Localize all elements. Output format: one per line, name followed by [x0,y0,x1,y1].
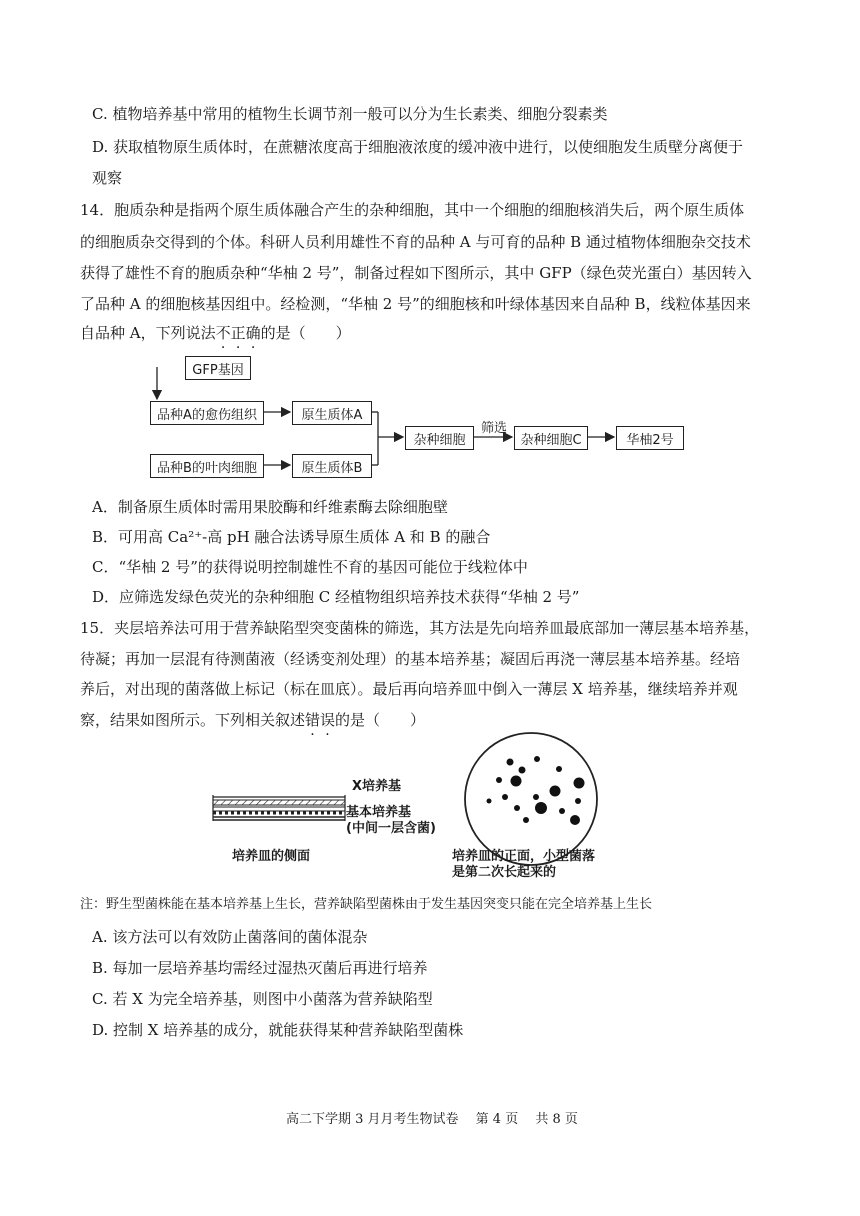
protoplast-a-box: 原生质体A [292,401,372,425]
q15-option-d: D. 控制 X 培养基的成分，就能获得某种营养缺陷型菌株 [92,1021,464,1039]
screen-label: 筛选 [481,421,508,436]
q13-option-d-line2: 观察 [92,169,123,187]
q15-stem-line2: 待凝；再加一层混有待测菌液（经诱变剂处理）的基本培养基；凝固后再浇一薄层基本培养基。经培 [80,650,741,668]
q14-option-b: B．可用高 Ca²⁺-高 pH 融合法诱导原生质体 A 和 B 的融合 [92,528,491,546]
emphasis-char: 误 [320,711,336,729]
q13-option-d-line1: D. 获取植物原生质体时，在蔗糖浓度高于细胞液浓度的缓冲液中进行，以使细胞发生质壁分离便于 [92,138,744,156]
front-view-caption-line1: 培养皿的正面，小型菌落 [452,849,596,864]
emphasis-char: 错 [305,711,321,729]
gfp-gene-box: GFP基因 [185,356,251,380]
petri-dish-side-view [213,795,345,821]
q15-stem-line3: 养后，对出现的菌落做上标记（标在皿底）。最后再向培养皿中倒入一薄层 X 培养基，继续培养并观 [80,680,738,698]
page-footer: 高二下学期 3 月月考生物试卷 第 4 页 共 8 页 [286,1112,578,1127]
side-view-caption: 培养皿的侧面 [232,849,311,864]
q14-stem-suffix: 的是（ ） [260,324,351,342]
emphasis-char: 不 [215,324,231,342]
q15-note: 注：野生型菌株能在基本培养基上生长，营养缺陷型菌株由于发生基因突变只能在完全培养基上生长 [80,897,653,912]
middle-layer-label: (中间一层含菌) [346,821,436,836]
hybrid-cell-c-box: 杂种细胞C [514,426,588,450]
q14-stem-line2: 的细胞质杂交得到的个体。科研人员利用雄性不育的品种 A 与可育的品种 B 通过植物体细胞杂交技术 [80,233,751,251]
q14-stem-line4: 了品种 A 的细胞核基因组中。经检测，“华柚 2 号”的细胞核和叶绿体基因来自品种 B，线粒体基因来 [80,295,751,313]
q15-stem-prefix: 察，结果如图所示。下列相关叙述 [80,711,306,729]
q14-stem-prefix: 自品种 A，下列说法 [80,324,216,342]
petri-dish-top-view [465,733,597,865]
x-medium-label: X培养基 [352,779,402,794]
product-box: 华柚2号 [616,426,684,450]
hybrid-cell-box: 杂种细胞 [405,426,474,450]
callus-a-box: 品种A的愈伤组织 [150,401,264,425]
q14-option-d: D．应筛选发绿色荧光的杂种细胞 C 经植物组织培养技术获得“华柚 2 号” [92,588,580,606]
q15-stem-line1: 15．夹层培养法可用于营养缺陷型突变菌株的筛选，其方法是先向培养皿最底部加一薄层基本培养基， [80,619,760,637]
q13-option-c: C. 植物培养基中常用的植物生长调节剂一般可以分为生长素类、细胞分裂素类 [92,105,608,123]
q15-option-b: B. 每加一层培养基均需经过湿热灭菌后再进行培养 [92,959,428,977]
q15-stem-suffix: 的是（ ） [335,711,426,729]
q15-option-a: A. 该方法可以有效防止菌落间的菌体混杂 [92,928,368,946]
q15-option-c: C. 若 X 为完全培养基，则图中小菌落为营养缺陷型 [92,990,433,1008]
q14-stem-line1: 14．胞质杂种是指两个原生质体融合产生的杂种细胞，其中一个细胞的细胞核消失后，两个原生质体 [80,201,745,219]
q14-stem-line3: 获得了雄性不育的胞质杂种“华柚 2 号”，制备过程如下图所示，其中 GFP（绿色荧光蛋白）基因转入 [80,264,752,282]
q14-option-c: C．“华柚 2 号”的获得说明控制雄性不育的基因可能位于线粒体中 [92,558,528,576]
q14-option-a: A．制备原生质体时需用果胶酶和纤维素酶去除细胞壁 [92,498,448,516]
front-view-caption-line2: 是第二次长起来的 [452,865,557,880]
emphasis-char: 确 [245,324,261,342]
emphasis-char: 正 [230,324,246,342]
mesophyll-b-box: 品种B的叶肉细胞 [150,454,264,478]
protoplast-b-box: 原生质体B [292,454,372,478]
basic-medium-label: 基本培养基 [346,805,412,820]
